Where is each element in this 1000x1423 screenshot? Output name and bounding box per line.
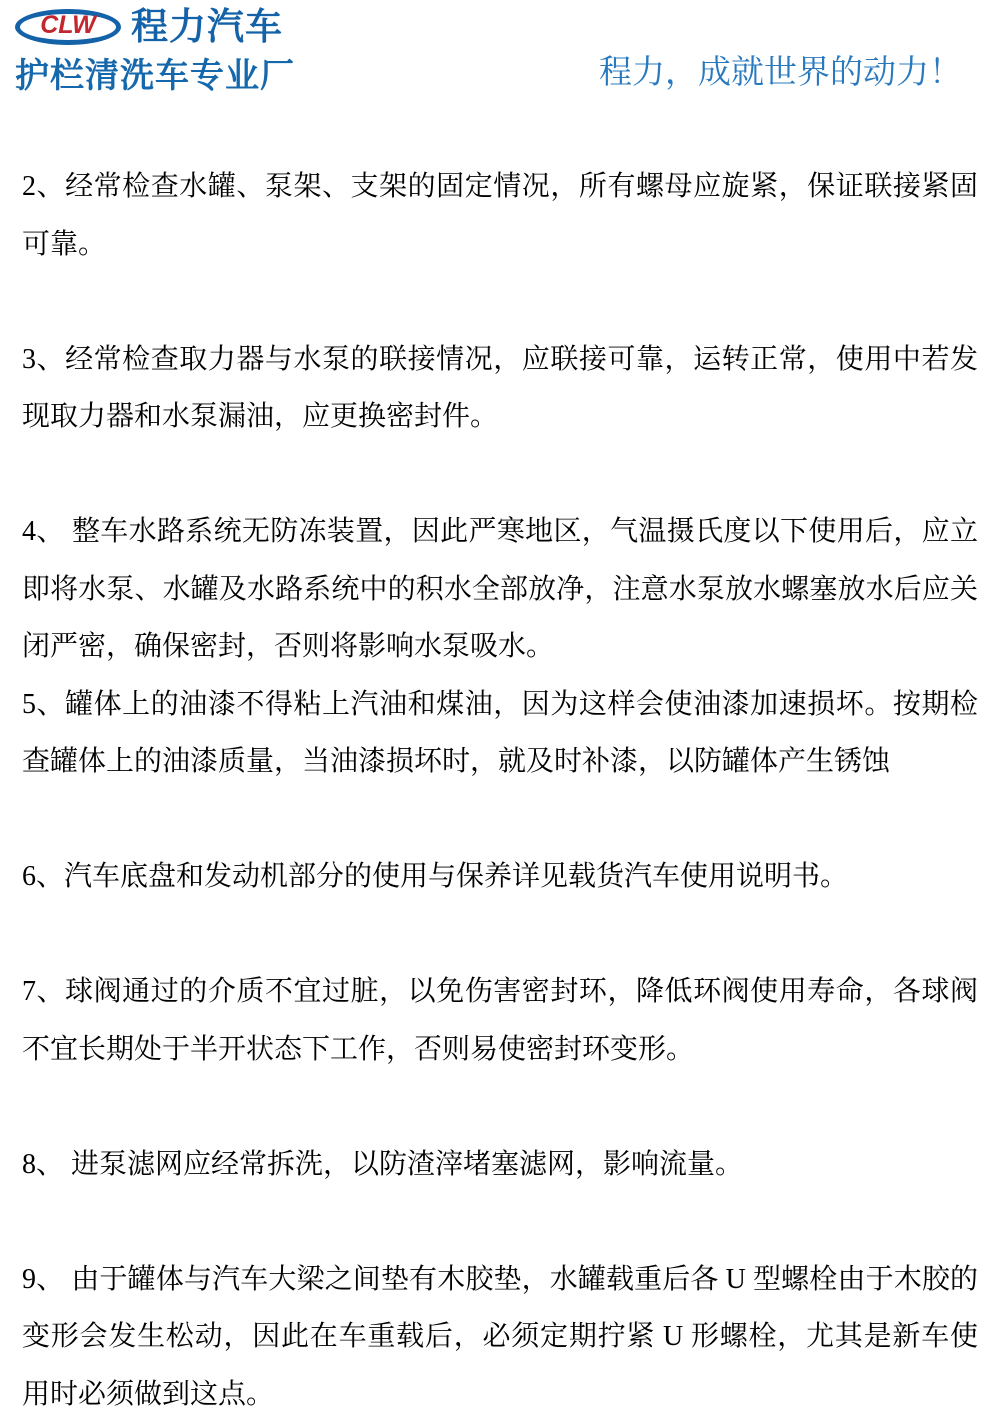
paragraph-6: 6、汽车底盘和发动机部分的使用与保养详见载货汽车使用说明书。 (22, 848, 978, 906)
paragraph-8: 8、 进泵滤网应经常拆洗，以防渣滓堵塞滤网，影响流量。 (22, 1136, 978, 1194)
paragraph-5: 5、罐体上的油漆不得粘上汽油和煤油，因为这样会使油漆加速损坏。按期检查罐体上的油漆质量，当油漆损坏时，就及时补漆，以防罐体产生锈蚀 (22, 676, 978, 791)
paragraph-9: 9、 由于罐体与汽车大梁之间垫有木胶垫，水罐载重后各 U 型螺栓由于木胶的变形会发生松动，因此在车重载后，必须定期拧紧 U 形螺栓，尤其是新车使用时必须做到这点。 (22, 1251, 978, 1423)
paragraph-4: 4、 整车水路系统无防冻装置，因此严寒地区，气温摄氏度以下使用后，应立即将水泵、水罐及水路系统中的积水全部放净，注意水泵放水螺塞放水后应关闭严密，确保密封，否则将影响水泵吸水。 (22, 503, 978, 676)
paragraph-2: 2、经常检查水罐、泵架、支架的固定情况，所有螺母应旋紧，保证联接紧固可靠。 (22, 158, 978, 273)
company-slogan: 程力，成就世界的动力！ (599, 54, 962, 94)
letterhead (0, 0, 1000, 158)
clw-oval-logo-icon (15, 9, 121, 45)
company-logo (15, 8, 283, 45)
factory-subtitle: 护栏清洗车专业厂 (15, 56, 295, 97)
paragraph-3: 3、经常检查取力器与水泵的联接情况，应联接可靠，运转正常，使用中若发现取力器和水泵漏油，应更换密封件。 (22, 331, 978, 446)
paragraph-7: 7、球阀通过的介质不宜过脏，以免伤害密封环，降低环阀使用寿命，各球阀不宜长期处于半开状态下工作，否则易使密封环变形。 (22, 963, 978, 1078)
clw-badge-text: CLW (40, 13, 96, 38)
brand-name: 程力汽车 (131, 8, 283, 45)
document-body (0, 158, 1000, 1423)
